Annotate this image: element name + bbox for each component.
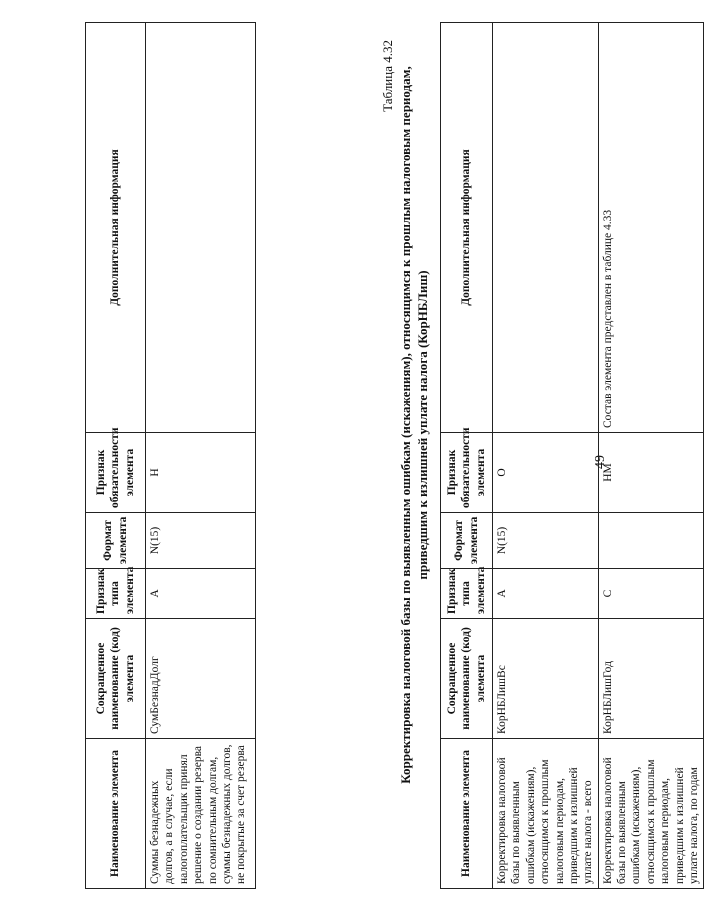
- cell-format: [598, 513, 704, 569]
- header-info: Дополнительная информация: [86, 23, 146, 433]
- header-required: Признак обязательности элемента: [86, 433, 146, 513]
- table-caption: Таблица 4.32: [380, 40, 395, 112]
- cell-type: А: [146, 569, 256, 619]
- table-row: [146, 23, 256, 889]
- cell-name: Суммы безнадежных долгов, а в случае, если налогоплательщик принял решение о создании резерва по сомнительным долгам, суммы безнадежных долгов, не покрытые за счет резерва: [146, 739, 256, 889]
- header-short-name: Сокращенное наименование (код) элемента: [441, 619, 493, 739]
- table-row: [598, 23, 704, 889]
- cell-info: [146, 23, 256, 433]
- table-header-row: [441, 23, 493, 889]
- cell-info: [493, 23, 599, 433]
- cell-type: А: [493, 569, 599, 619]
- header-required: Признак обязательности элемента: [441, 433, 493, 513]
- cell-required: НМ: [598, 433, 704, 513]
- cell-type: С: [598, 569, 704, 619]
- header-short-name: Сокращенное наименование (код) элемента: [86, 619, 146, 739]
- header-name: Наименование элемента: [441, 739, 493, 889]
- cell-name: Корректировка налоговой базы по выявленным ошибкам (искажениям), относящимся к прошлым налоговым периодам, приведшим к излишней уплате налога, по годам: [598, 739, 704, 889]
- table-4-32: [440, 22, 704, 889]
- table-elements-continuation: [85, 22, 256, 889]
- header-format: Формат элемента: [441, 513, 493, 569]
- table-header-row: [86, 23, 146, 889]
- header-format: Формат элемента: [86, 513, 146, 569]
- table-row: [493, 23, 599, 889]
- header-name: Наименование элемента: [86, 739, 146, 889]
- cell-info: Состав элемента представлен в таблице 4.33: [598, 23, 704, 433]
- cell-name: Корректировка налоговой базы по выявленным ошибкам (искажениям), относящимся к прошлым налоговым периодам, приведшим к излишней уплате налога - всего: [493, 739, 599, 889]
- header-type: Признак типа элемента: [86, 569, 146, 619]
- cell-short-name: КорНБЛишГод: [598, 619, 704, 739]
- table-title: Корректировка налоговой базы по выявленным ошибкам (искажениям), относящимся к прошлым налоговым периодам, приведшим к излишней уплате налога (КорНБЛиш): [398, 66, 430, 784]
- cell-required: Н: [146, 433, 256, 513]
- cell-short-name: КорНБЛишВс: [493, 619, 599, 739]
- page-number: 49: [593, 455, 608, 469]
- cell-format: N(15): [493, 513, 599, 569]
- header-type: Признак типа элемента: [441, 569, 493, 619]
- cell-format: N(15): [146, 513, 256, 569]
- cell-short-name: СумБезнадДолг: [146, 619, 256, 739]
- cell-required: О: [493, 433, 599, 513]
- header-info: Дополнительная информация: [441, 23, 493, 433]
